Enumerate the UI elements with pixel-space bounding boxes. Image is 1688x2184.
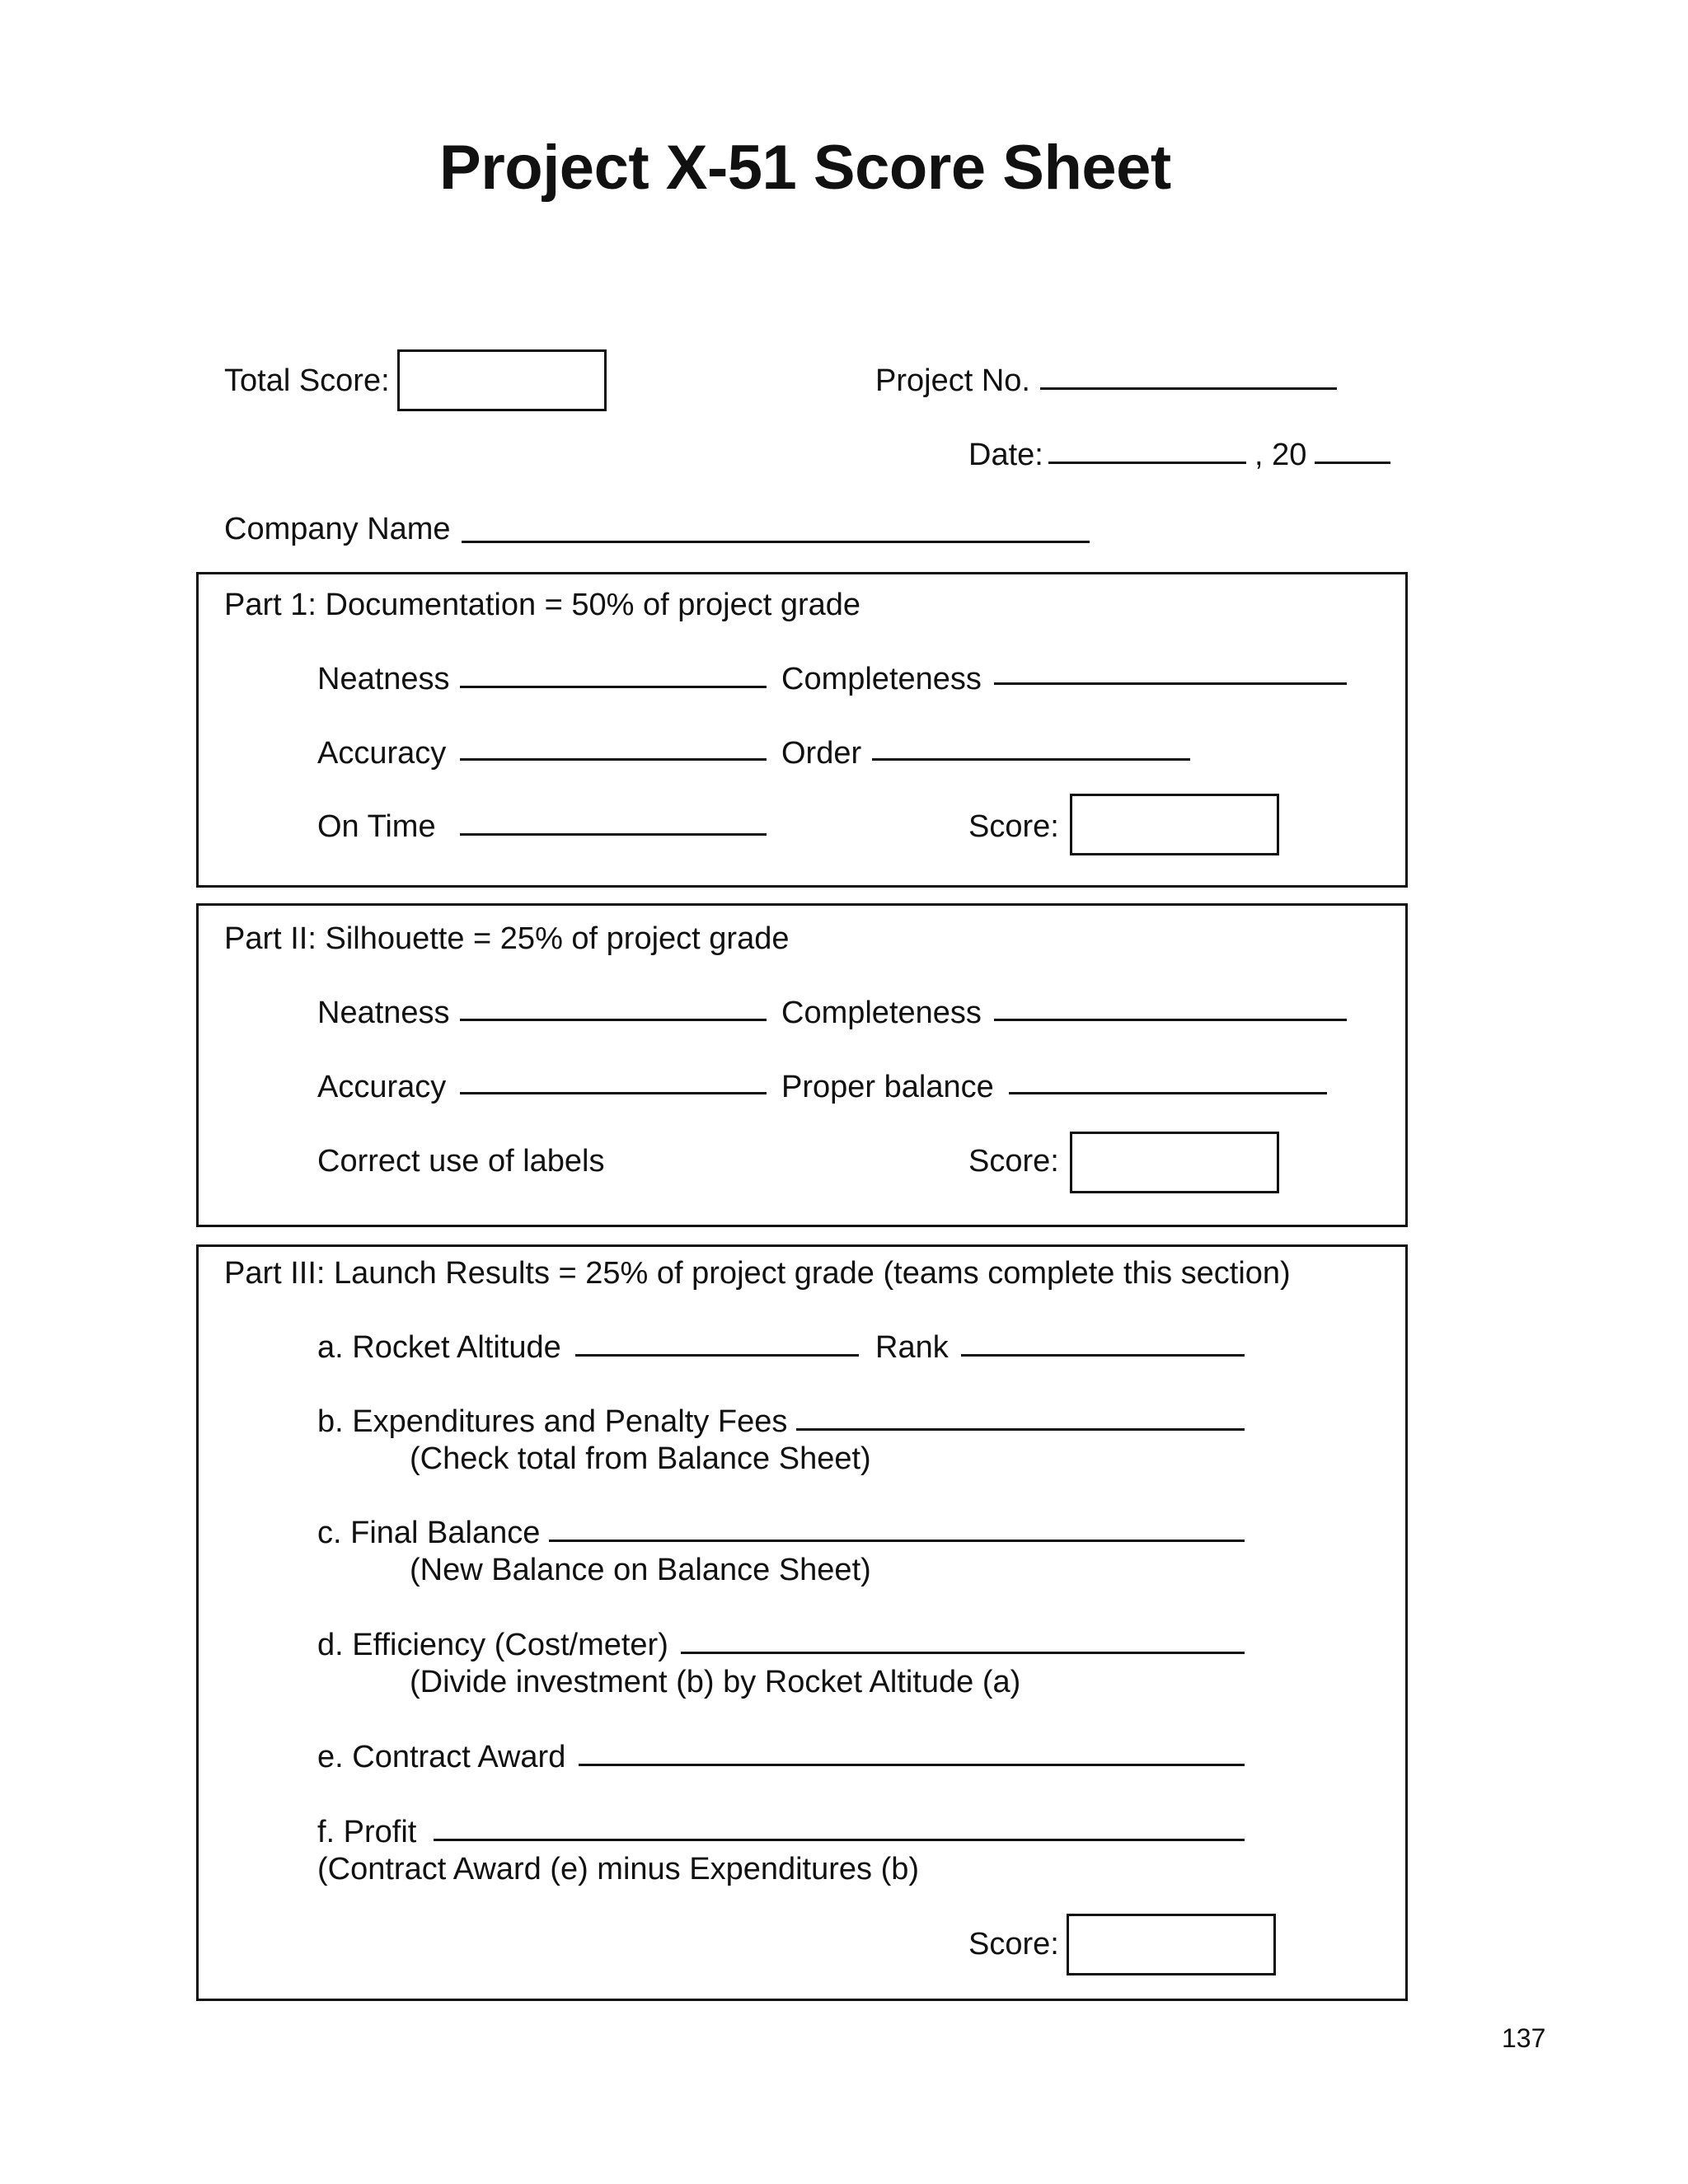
profit-field[interactable] xyxy=(434,1839,1245,1841)
total-score-label: Total Score: xyxy=(224,363,390,398)
company-name-label: Company Name xyxy=(224,512,451,546)
expenditures-label: b. Expenditures and Penalty Fees xyxy=(317,1404,788,1439)
part2-proper-balance-field[interactable] xyxy=(1009,1092,1327,1094)
total-score-box[interactable] xyxy=(397,349,607,411)
rank-label: Rank xyxy=(875,1330,949,1365)
part1-on-time-label: On Time xyxy=(317,809,436,844)
part2-neatness-field[interactable] xyxy=(460,1019,767,1021)
final-balance-note: (New Balance on Balance Sheet) xyxy=(410,1553,871,1587)
final-balance-label: c. Final Balance xyxy=(317,1516,541,1550)
expenditures-field[interactable] xyxy=(796,1428,1245,1431)
part2-proper-balance-label: Proper balance xyxy=(781,1070,994,1104)
part2-accuracy-label: Accuracy xyxy=(317,1070,447,1104)
part1-accuracy-label: Accuracy xyxy=(317,736,447,771)
part2-correct-labels-label: Correct use of labels xyxy=(317,1144,605,1179)
date-field[interactable] xyxy=(1048,462,1246,464)
part2-accuracy-field[interactable] xyxy=(460,1092,767,1094)
part1-on-time-field[interactable] xyxy=(460,833,767,836)
part1-score-box[interactable] xyxy=(1070,794,1279,855)
efficiency-label: d. Efficiency (Cost/meter) xyxy=(317,1628,668,1662)
contract-award-field[interactable] xyxy=(579,1764,1245,1766)
expenditures-note: (Check total from Balance Sheet) xyxy=(410,1441,871,1476)
project-no-label: Project No. xyxy=(875,363,1030,398)
profit-note: (Contract Award (e) minus Expenditures (b) xyxy=(317,1852,920,1886)
project-no-field[interactable] xyxy=(1040,387,1337,390)
part1-order-field[interactable] xyxy=(872,758,1190,761)
rank-field[interactable] xyxy=(961,1354,1245,1357)
part1-neatness-field[interactable] xyxy=(460,686,767,688)
efficiency-note: (Divide investment (b) by Rocket Altitude (a) xyxy=(410,1665,1021,1699)
part2-heading: Part II: Silhouette = 25% of project grade xyxy=(224,921,790,956)
part2-score-box[interactable] xyxy=(1070,1132,1279,1193)
part3-score-box[interactable] xyxy=(1067,1914,1276,1975)
part1-neatness-label: Neatness xyxy=(317,662,450,696)
part2-completeness-label: Completeness xyxy=(781,996,982,1030)
part2-score-label: Score: xyxy=(968,1144,1059,1179)
part2-completeness-field[interactable] xyxy=(994,1019,1347,1021)
part3-heading: Part III: Launch Results = 25% of project grade (teams complete this section) xyxy=(224,1256,1291,1291)
company-name-field[interactable] xyxy=(462,541,1090,543)
rocket-altitude-field[interactable] xyxy=(575,1354,859,1357)
final-balance-field[interactable] xyxy=(549,1540,1245,1542)
efficiency-field[interactable] xyxy=(681,1652,1245,1654)
year-prefix: , 20 xyxy=(1254,438,1307,472)
year-field[interactable] xyxy=(1315,462,1390,464)
part2-neatness-label: Neatness xyxy=(317,996,450,1030)
date-label: Date: xyxy=(968,438,1043,472)
part3-score-label: Score: xyxy=(968,1927,1059,1961)
page-number: 137 xyxy=(1502,2023,1546,2053)
contract-award-label: e. Contract Award xyxy=(317,1740,566,1774)
part1-score-label: Score: xyxy=(968,809,1059,844)
page-title: Project X-51 Score Sheet xyxy=(439,133,1171,203)
part1-accuracy-field[interactable] xyxy=(460,758,767,761)
part1-completeness-field[interactable] xyxy=(994,682,1347,685)
profit-label: f. Profit xyxy=(317,1815,417,1849)
part1-order-label: Order xyxy=(781,736,862,771)
part1-heading: Part 1: Documentation = 50% of project grade xyxy=(224,588,861,622)
part1-completeness-label: Completeness xyxy=(781,662,982,696)
rocket-altitude-label: a. Rocket Altitude xyxy=(317,1330,561,1365)
